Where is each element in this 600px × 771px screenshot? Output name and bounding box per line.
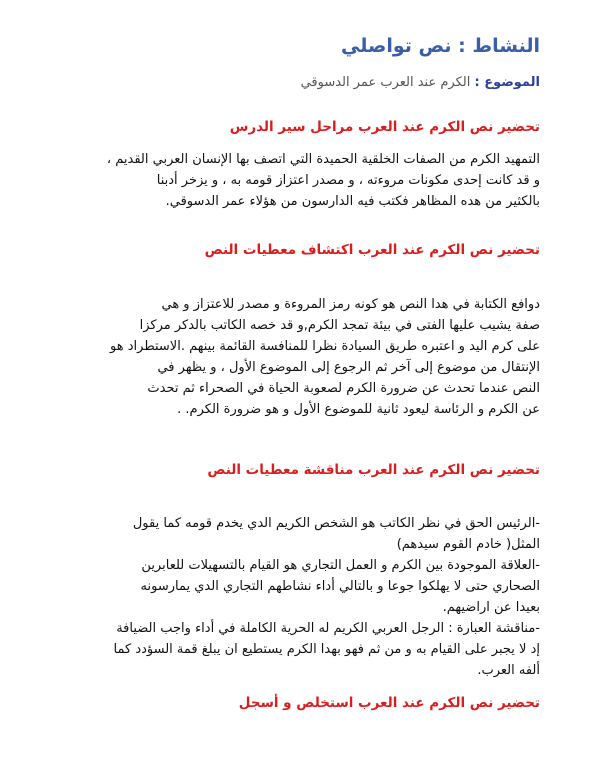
- paragraph-line: إد لا يجبر على القيام به و من ثم فهو بهدا الكرم يستطيع ان يبلغ قمة السؤدد كما: [113, 642, 540, 657]
- section-heading-discuss: تحضير نص الكرم عند العرب مناقشة معطيات النص: [207, 462, 540, 478]
- page-title: النشاط : نص تواصلي: [341, 35, 540, 57]
- paragraph-line: -الرئيس الحق في نظر الكاتب هو الشخص الكريم الدي يخدم قومه كما يقول: [132, 516, 540, 531]
- paragraph-line: عن الكرم و الرئاسة ليعود ثانية للموضوع الأول و هو ضرورة الكرم. .: [177, 402, 540, 417]
- section-body-discover: [70, 294, 540, 420]
- paragraph-line: التمهيد الكرم من الصفات الخلقية الحميدة التي اتصف بها الإنسان العربي القديم ،: [106, 152, 540, 167]
- paragraph-line: بعيدا عن اراضيهم.: [442, 600, 540, 615]
- subject-value: الكرم عند العرب عمر الدسوقي: [300, 75, 471, 90]
- paragraph-line: بالكثير من هده المظاهر فكتب فيه الدارسون من هؤلاء عمر الدسوقي.: [165, 194, 540, 209]
- paragraph-line: المثل( خادم القوم سيدهم): [396, 537, 540, 552]
- paragraph-line: الصحاري حتى لا يهلكوا جوعا و بالتالي أداء نشاطهم التجاري الدي يمارسونه: [140, 579, 540, 594]
- subject-label: الموضوع :: [474, 75, 540, 90]
- paragraph-line: -العلاقة الموجودة بين الكرم و العمل التجاري هو القيام بالتسهيلات للعابرين: [141, 558, 540, 573]
- paragraph-line: دوافع الكتابة في هدا النص هو كونه رمز المروءة و مصدر للاعتزاز و هي: [161, 297, 540, 312]
- section-body-lesson-stages: [70, 149, 540, 212]
- paragraph-line: صفة يشيب عليها الفتى في بيئة تمجد الكرم,و قد خصه الكاتب بالدكر مركزا: [139, 318, 540, 333]
- paragraph-line: ألفه العرب.: [477, 663, 540, 678]
- section-body-discuss: [70, 513, 540, 681]
- section-heading-lesson-stages: تحضير نص الكرم عند العرب مراحل سير الدرس: [229, 119, 540, 135]
- section-heading-discover: تحضير نص الكرم عند العرب اكتشاف معطيات النص: [204, 242, 540, 258]
- paragraph-line: الإنتقال من موضوع إلى آخر ثم الرجوع إلى الموضوع الأول ، و يظهر في: [157, 360, 540, 375]
- subject-line: [70, 72, 540, 94]
- paragraph-line: -مناقشة العبارة : الرجل العربي الكريم له الحرية الكاملة في أداء واجب الضيافة: [116, 621, 540, 636]
- paragraph-line: و قد كانت إحدى مكونات مروءته ، و مصدر اعتزاز قومه به ، و يزخر أدبنا: [156, 173, 540, 188]
- paragraph-line: النص عندما تحدث عن ضرورة الكرم لصعوبة الحياة في الصحراء ثم تحدث: [147, 381, 540, 396]
- section-heading-conclude: تحضير نص الكرم عند العرب استخلص و أسجل: [238, 695, 540, 711]
- paragraph-line: على كرم اليد و اعتبره طريق السيادة نظرا للمنافسة القائمة بينهم .الاستطراد هو: [110, 339, 540, 354]
